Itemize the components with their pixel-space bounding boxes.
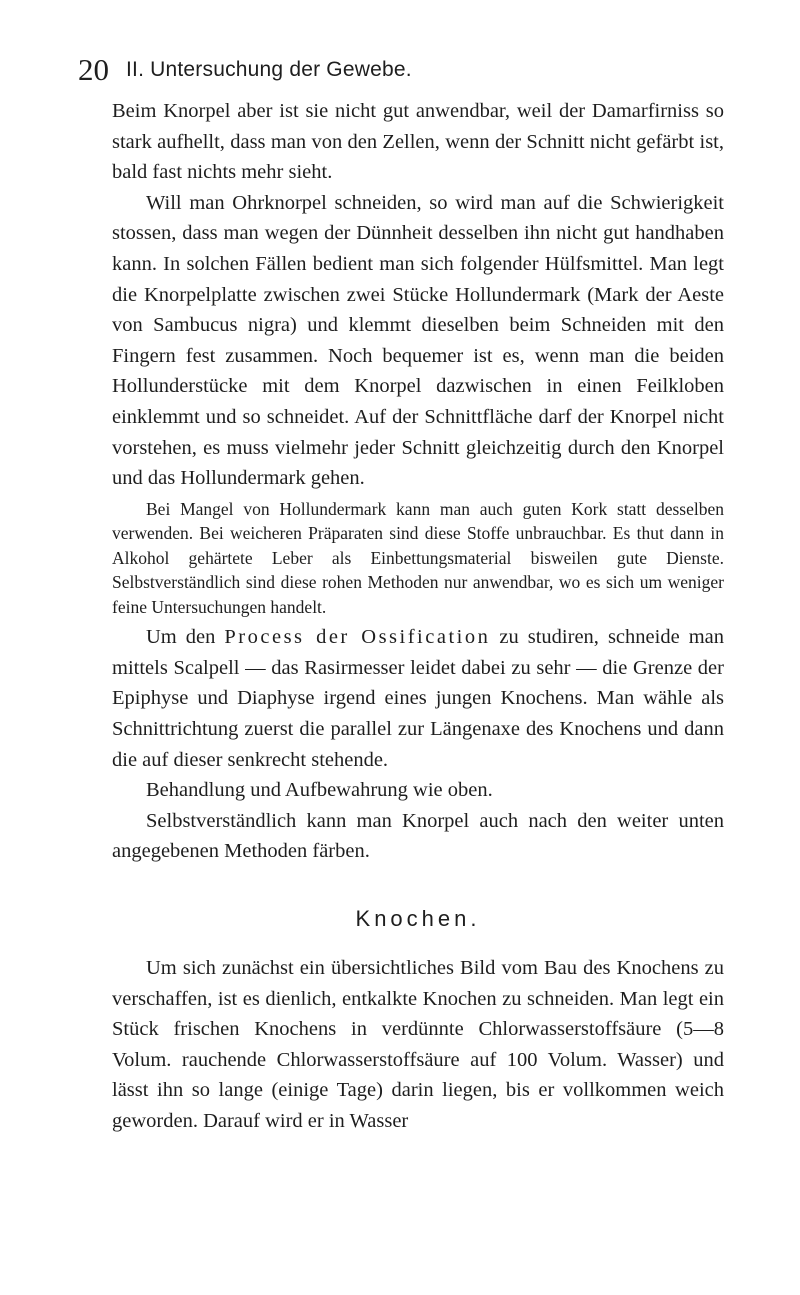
page-number: 20 xyxy=(78,52,109,87)
section-heading-knochen: Knochen. xyxy=(355,905,481,931)
ossification-rest: zu studiren, schneide man mittels Scalpell — das Rasirmesser leidet dabei zu sehr — die Grenze der Epiphyse und Diaphyse irgend eines jungen Knochens. Man wähle als Schnittrichtung zuerst die parallel zur Längenaxe des Knochens und dann die auf dieser senkrecht stehende. xyxy=(112,626,724,771)
paragraph-entkalkte-knochen: Um sich zunächst ein übersichtliches Bild vom Bau des Knochens zu verschaffen, ist es dienlich, entkalkte Knochen zu schneiden. Man legt ein Stück frischen Knochens in verdünnte Chlorwasserstoffsäure (5—8 Volum. rauchende Chlorwasserstoffsäure auf 100 Volum. Wasser) und lässt ihn so lange (einige Tage) darin liegen, bis er vollkommen weich geworden. Darauf wird er in Wasser xyxy=(112,956,724,1132)
paragraph-faerben: Selbstverständlich kann man Knorpel auch nach den weiter unten angegebenen Methoden färben. xyxy=(112,809,724,863)
paragraph-damarfirniss: Beim Knorpel aber ist sie nicht gut anwendbar, weil der Damarfirniss so stark aufhellt, dass man von den Zellen, wenn der Schnitt nicht gefärbt ist, bald fast nichts mehr sieht. xyxy=(112,100,724,184)
paragraph-behandlung: Behandlung und Aufbewahrung wie oben. xyxy=(146,779,493,802)
running-title: II. Untersuchung der Gewebe. xyxy=(126,58,412,81)
page-header xyxy=(78,52,718,92)
body-text xyxy=(112,96,724,1137)
ossification-emphasis: Process der Ossification xyxy=(224,626,491,649)
paragraph-ohrknorpel: Will man Ohrknorpel schneiden, so wird man auf die Schwierigkeit stossen, dass man wegen der Dünnheit desselben ihn nicht gut handhaben kann. In solchen Fällen bedient man sich folgender Hülfsmittel. Man legt die Knorpelplatte zwischen zwei Stücke Hollundermark (Mark der Aeste von Sambucus nigra) und klemmt dieselben beim Schneiden mit den Fingern fest zusammen. Noch bequemer ist es, wenn man die beiden Hollunderstücke mit dem Knorpel dazwischen in einen Feilkloben einklemmt und so schneidet. Auf der Schnittfläche darf der Knorpel nicht vorstehen, es muss vielmehr jeder Schnitt gleichzeitig durch den Knorpel und das Hollundermark gehen. xyxy=(112,191,724,490)
ossification-intro: Um den xyxy=(146,626,225,649)
paragraph-ossification xyxy=(112,622,724,775)
paragraph-small-print-kork: Bei Mangel von Hollundermark kann man auch guten Kork statt desselben verwenden. Bei weicheren Präparaten sind diese Stoffe unbrauchbar. Es thut dann in Alkohol gehärtete Leber als Einbettungsmaterial bisweilen gute Dienste. Selbstverständlich sind diese rohen Methoden nur anwendbar, wo es sich um weniger feine Untersuchungen handelt. xyxy=(112,498,724,617)
